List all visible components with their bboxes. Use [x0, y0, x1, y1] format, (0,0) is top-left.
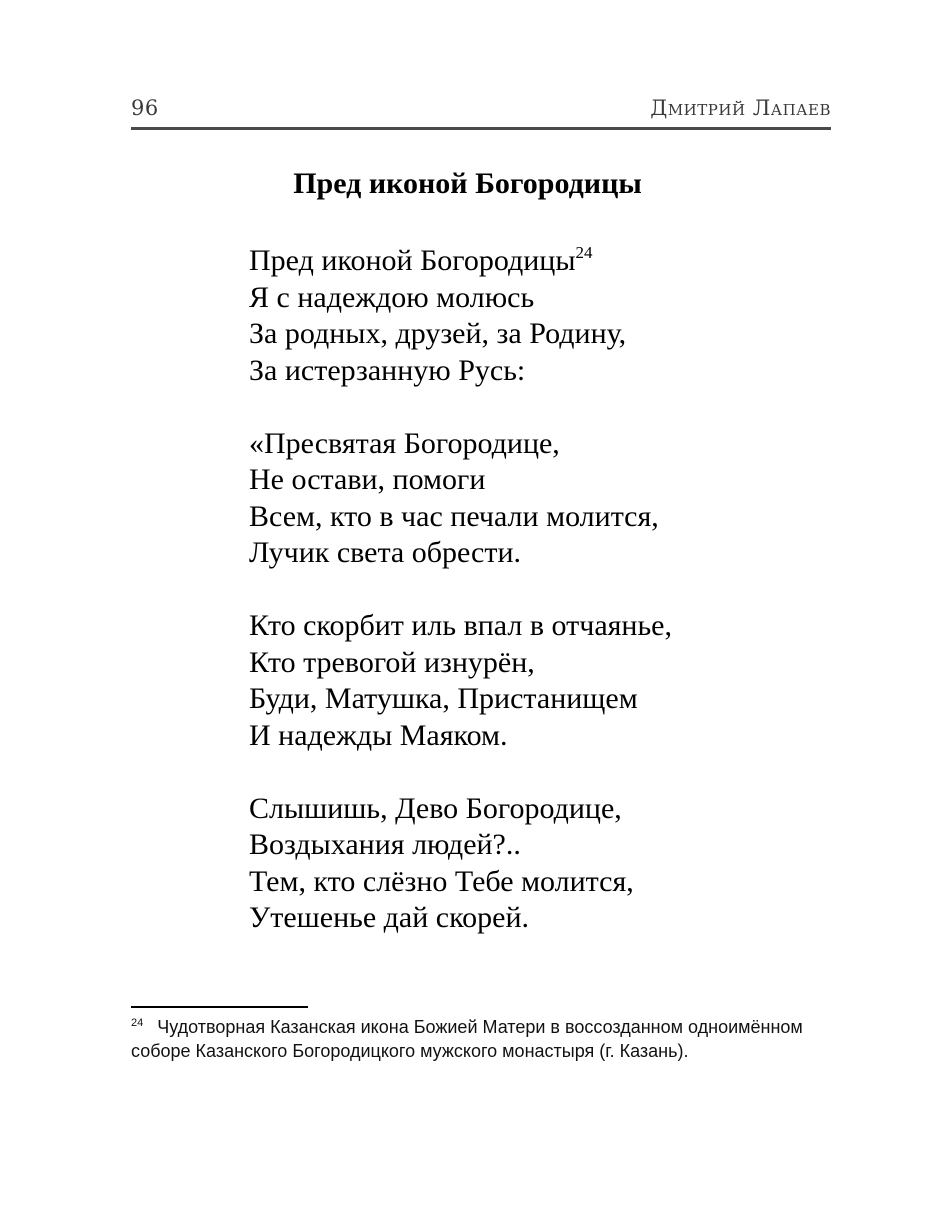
- running-header: [131, 96, 831, 128]
- poem-line: Кто тревогой изнурён,: [249, 645, 535, 679]
- poem-line: «Пресвятая Богородице,: [249, 426, 560, 460]
- poem-line: Всем, кто в час печали молится,: [249, 499, 659, 533]
- poem-line: Утешенье дай скорей.: [249, 901, 530, 934]
- author-name: Дмитрий Лапаев: [650, 96, 831, 120]
- poem-line: Лучик света обрести.: [249, 536, 522, 569]
- stanza-2: [249, 426, 672, 572]
- footnote: [131, 1012, 831, 1063]
- poem-line: За истерзанную Русь:: [249, 353, 526, 387]
- poem-line: Слышишь, Дево Богородице,: [249, 791, 622, 825]
- poem-line: Не остави, помоги: [249, 463, 486, 496]
- page-number: 96: [131, 96, 159, 120]
- footnote-divider: [131, 1006, 308, 1008]
- poem-title: Пред иконой Богородицы: [293, 167, 642, 200]
- poem-line: Пред иконой Богородицы$^{24}$: [249, 243, 593, 277]
- stanza-1: [249, 243, 672, 389]
- header-divider: [131, 127, 831, 130]
- poem-line: Я с надеждою молюсь: [249, 280, 535, 314]
- poem-line: Воздыхания людей?..: [249, 828, 521, 861]
- footnote-reference[interactable]: 24: [575, 243, 593, 262]
- poem-line: За родных, друзей, за Родину,: [249, 317, 627, 350]
- poem-line: Буди, Матушка, Пристанищем: [249, 682, 638, 715]
- poem-line: И надежды Маяком.: [249, 718, 508, 752]
- stanza-4: [249, 791, 672, 937]
- poem-line: Кто скорбит иль впал в отчаянье,: [249, 609, 672, 642]
- stanza-3: [249, 608, 672, 754]
- poem-line: Тем, кто слёзно Тебе молится,: [249, 864, 634, 898]
- footnote-mark: 24: [131, 1017, 144, 1029]
- poem-body: [249, 243, 672, 973]
- footnote-text: Чудотворная Казанская икона Божией Матери в воссозданном одноимённом соборе Казанского Богородицкого мужского монастыря (г. Казань).: [131, 1017, 803, 1061]
